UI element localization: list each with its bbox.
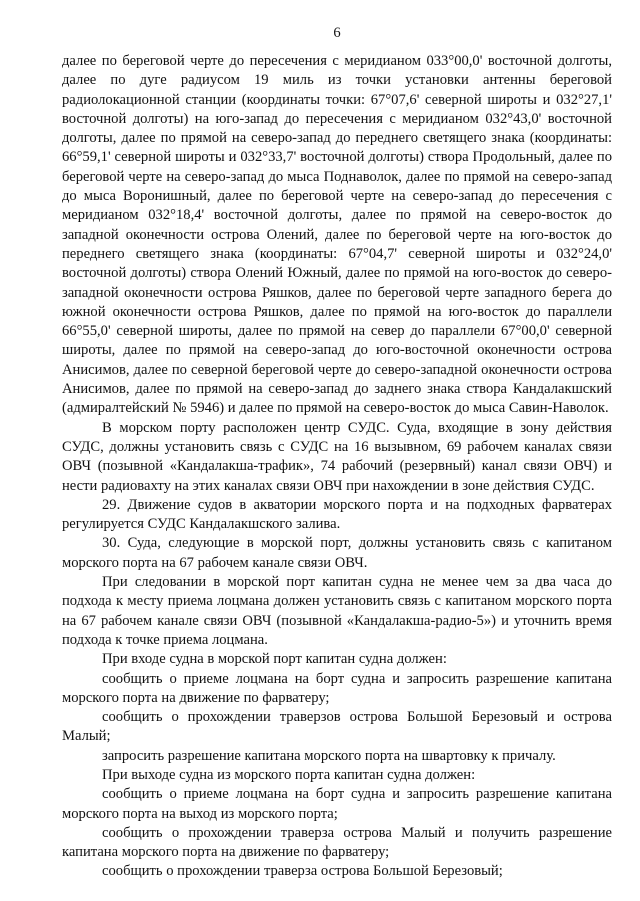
paragraph-6: При входе судна в морской порт капитан судна должен: (102, 651, 447, 668)
paragraph-3: 29. Движение судов в акватории морского порта и на подходных фарватерах регулируется СУДС Кандалакшского залива. (62, 496, 612, 533)
paragraph-11: сообщить о приеме лоцмана на борт судна и запросить разрешение капитана морского порта на выход из морского порта; (62, 786, 612, 822)
paragraph-10: При выходе судна из морского порта капитан судна должен: (102, 766, 476, 783)
paragraph-1: далее по береговой черте до пересечения с меридианом 033°00,0' восточной долготы, далее по дуге радиусом 19 миль из точки установки антенны береговой радиолокационной станции (координаты точки: 67°07,6' северной широты и 032°27,1' восточной долготы) на юго-запад до пересечения с меридианом 032°43,0' восточной долготы, далее по прямой на северо-запад до переднего светящего знака (координаты: 66°59,1' северной широты и 032°33,7' восточной долготы) створа Продольный, далее по береговой черте на северо-запад до мыса Поднаволок, далее по прямой на северо-запад до мыса Воронишный, далее по береговой черте на северо-запад до пересечения с меридианом 032°18,4' восточной долготы, далее по прямой на северо-восток до западной оконечности острова Олений, далее по береговой черте на юго-восток до переднего светящего знака (координаты: 67°04,7' северной широты и 032°24,0' восточной долготы) створа Олений Южный, далее по прямой на юго-восток до северо-западной оконечности острова Ряшков, далее по береговой черте западного берега до южной оконечности острова Ряшков, далее по прямой на юго-восток до параллели 66°55,0' северной широты, далее по прямой на север до параллели 67°00,0' северной широты, далее по прямой на северо-запад до юго-восточной оконечности острова Анисимов, далее по северной береговой черте до северо-западной оконечности острова Анисимов, далее по прямой на северо-запад до заднего знака створа Кандалакшский (адмиралтейский № 5946) и далее по прямой на северо-восток до мыса Савин-Наволок. (62, 53, 612, 417)
paragraph-12: сообщить о прохождении траверза острова Малый и получить разрешение капитана морского порта на движение по фарватеру; (62, 824, 612, 861)
page-number: 6 (333, 25, 341, 41)
paragraph-5: При следовании в морской порт капитан судна не менее чем за два часа до подхода к месту приема лоцмана должен установить связь с капитаном морского порта на 67 рабочем канале связи ОВЧ (позывной «Кандалакша-радио-5») и уточнить время подхода к точке приема лоцмана. (62, 574, 612, 648)
paragraph-9: запросить разрешение капитана морского порта на швартовку к причалу. (102, 747, 556, 764)
paragraph-13: сообщить о прохождении траверза острова Большой Березовый; (102, 863, 503, 880)
paragraph-2: В морском порту расположен центр СУДС. Суда, входящие в зону действия СУДС, должны установить связь с СУДС на 16 вызывном, 69 рабочем каналах связи ОВЧ (позывной «Кандалакша-трафик», 74 рабочий (резервный) канал связи ОВЧ) и нести радиовахту на этих каналах связи ОВЧ при нахождении в зоне действия СУДС. (62, 419, 612, 494)
paragraph-4: 30. Суда, следующие в морской порт, должны установить связь с капитаном морского порта на 67 рабочем канале связи ОВЧ. (62, 535, 612, 571)
document-page (62, 24, 612, 884)
paragraph-7: сообщить о приеме лоцмана на борт судна и запросить разрешение капитана морского порта на движение по фарватеру; (62, 670, 612, 706)
paragraph-8: сообщить о прохождении траверзов острова Большой Березовый и острова Малый; (62, 709, 612, 745)
